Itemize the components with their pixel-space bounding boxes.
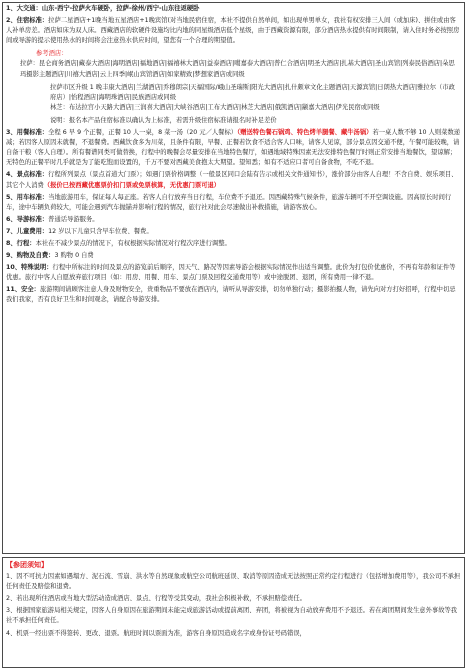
shopping-label: 9、购物及自费： [6, 252, 55, 260]
itinerary-text: 本社在不减少景点的情况下，有权根据实际情况对行程次序进行调整。 [35, 239, 231, 247]
children-row [6, 227, 461, 237]
transport-label: 5、用车标准： [6, 193, 49, 201]
safety-label: 11、安全： [6, 286, 40, 294]
itinerary-label: 8、行程： [6, 239, 36, 247]
sights-row [6, 170, 461, 190]
meals-text-1: 全程 6 早 9 个正餐，正餐 10 人一桌，8 菜一汤（20 元／人餐标） [48, 129, 238, 137]
transport-row [6, 193, 461, 213]
meals-special-note: （赠送特色餐石锅鸡、特色烤羊腿餐、藏牛汤锅） [237, 129, 373, 137]
guide-label: 6、导游标准： [6, 215, 49, 223]
route-label: 1、大交通： [6, 5, 42, 12]
sights-label: 4、景点标准： [6, 171, 49, 179]
meals-text-2: 若一桌人数不够 10 人则菜数递减；若因客人原因未就餐，不退餐费。西藏饮食多为川菜，且条件有限，早餐、正餐若饮食不适合客人口味，请客人见谅，部分景点因交通不便，午餐可能较晚，请自备干粮（客人自理）。所有餐谱同类可做替换，行程中的晚餐会尽量安排在当地特色餐厅，如遇地域特殊因素无法安排特色餐厅时则正常安排当地餐饮，望谅解；无特色的正餐平时几乎就是为了能吃饱而设置的，千万不要对西藏美食抱太大期望。望知悉；如有不适应口者可自备食物，不吃不退。 [6, 129, 461, 167]
meals-label: 3、用餐标准： [6, 129, 49, 137]
accommodation-text: 拉萨二星酒店+1晚当地五星酒店+1晚宾馆(对当地民宿住宿，本社不提供自然单间，如出现单男单女，我社有权安排三人间（或加床)、拼住或由客人补单房差。酒店如床为双人床。西藏酒店的软硬件设施均比内地的同星级酒店低个星级，由于西藏资源有限，部分酒店热水提供有时间限制，请入住时务必按照房间或导游的提示使用热水的时间将会注意热水供应时间，望您有一个合理的期望值。 [6, 17, 460, 45]
participation-notice-box [2, 557, 465, 668]
accommodation-section [6, 16, 461, 126]
lhasa-upgrade-hotels: 拉萨市区升级 1 晚丰康大酒店|兰湖酒店|乔穆朗宗|天福国际/峨山圣瑞斯|阳光大酒店|扎什颇章文化主题酒店|天源宾馆|日朗热大酒店|雅拉尔（市政府店）|怡程酒店|海明珠酒店|民族酒店或同级 [50, 83, 455, 101]
notice-item: 3、根据国家旅游局相关规定，因客人自身原因在旅游期间未能完成旅游活动或提前离团、弃团，将被视为自动放弃费用不予退还。若在离团期间发生意外事故等我社不承担任何责任。 [6, 607, 458, 625]
itinerary-details-box [2, 2, 465, 554]
lhasa-label: 拉萨： [20, 60, 39, 68]
accommodation-note: 说明：报名本产品住宿标准以确认为上标准，若需升级住宿标准请报名时补足差价 [50, 116, 277, 124]
sights-text: 行程所列景点（景点首道大门票）；如遇门票价格调整（一般景区同口会陆有告示或相关文件通知书），涨价部分由客人自理！不含自费、娱乐项目、其它个人消费 [6, 171, 458, 189]
linzhi-label: 林芝： [50, 103, 69, 111]
notice-item: 2、若出现所住酒店或当地大型活动造成酒店、景点、行程等受其变动，我社会积极补救，不承担赔偿责任。 [6, 595, 306, 603]
linzhi-hotels [6, 103, 461, 113]
safety-text: 旅游期间请顾客注意人身及财物安全，贵重物品不要放在酒店内，请听从导游安排，切勿单独行动；摄影拍摄人物，请先向对方打好招呼，行程中切忌我们我家，否有良好卫生和时间观念，请配合导游安排。 [6, 286, 456, 304]
accommodation-label: 2、住宿标准： [6, 17, 49, 25]
children-text: 12 岁以下儿童只含早车位费、餐费。 [48, 227, 153, 235]
shopping-text: 3 购物 0 自费 [54, 252, 94, 260]
meals-row [6, 128, 461, 168]
special-text: 行程中所标注的时间及景点的游览前后顺序，因天气、路况等因素导游会根据实际情况作出适当调整。此价为打包价优惠价，不再有年龄和证件等优惠。旅行中客人自愿放弃旅行项目（如：用房、用餐、用车、景点门票及回程交通费用等）或中途脱团、退团，所有费用一律不退。 [6, 264, 456, 282]
linzhi-hotel-list: 布达拉宫小天路大酒店|三润喜大酒店|大峡谷酒店|工布大酒店|林芝大酒店|俄凯酒店|颛嘉大酒店|伊光民宿或同级 [68, 103, 380, 111]
route-row [6, 4, 461, 14]
notice-title: 【参团须知】 [6, 561, 48, 569]
lhasa-hotel-list: 昆仑商务酒店|藏泰大酒店|海明酒店|福地酒店|福禧林大酒店|益泰酒店|噶嘉泰大酒店|普仁合酒店|明圣大酒店|扎基大酒店|圣山宾馆|列泰民俗酒店|朵思玛摄影主题酒店|川禧大酒店|云上四季|岷山宾馆酒店|如家精致|梦想家酒店或同级 [20, 60, 455, 78]
itinerary-row [6, 239, 461, 249]
notice-item: 4、机票一经出票不得签转、更改、退票。航班时间以票面为准，游客自身原因造成名字或身份证号码错误， [6, 629, 306, 637]
sights-discount-note: （报价已按西藏优惠票价扣门票或免票核算，无优惠门票可退） [43, 181, 221, 189]
reference-hotels-label: 参考酒店： [36, 50, 68, 58]
special-label: 10、特殊说明： [6, 264, 53, 272]
transport-text: 当地旅游用车，保证每人每正座。若客人自行放弃当日行程，车位费不予退还。因西藏特殊气候条件，旅游车辆可不开空调设施。因高原长时间行车，途中车辆负荷较大，可能会遇到汽车抛锚并影响行程的情况，旅行社对此会尽速做出补救措施，请游客放心。 [6, 193, 452, 211]
shopping-row [6, 251, 461, 261]
accommodation-row [6, 16, 461, 46]
children-label: 7、儿童费用： [6, 227, 49, 235]
safety-row [6, 285, 461, 305]
route-text: 山东-西宁-拉萨火车硬卧，拉萨-徐州/西宁-山东往返硬卧 [41, 5, 200, 12]
notice-item: 1、因不可抗力因素如遇塌方、泥石流、雪崩、洪水等自然现象或航空公司航班延误、取消等原因造成无法按照正常约定行程进行（包括增加费用等），我公司不承担任何责任及赔偿和退费。 [6, 573, 461, 591]
guide-row [6, 215, 461, 225]
guide-text: 普通话导游服务。 [48, 215, 99, 223]
special-row [6, 263, 461, 283]
lhasa-hotels [6, 59, 461, 79]
